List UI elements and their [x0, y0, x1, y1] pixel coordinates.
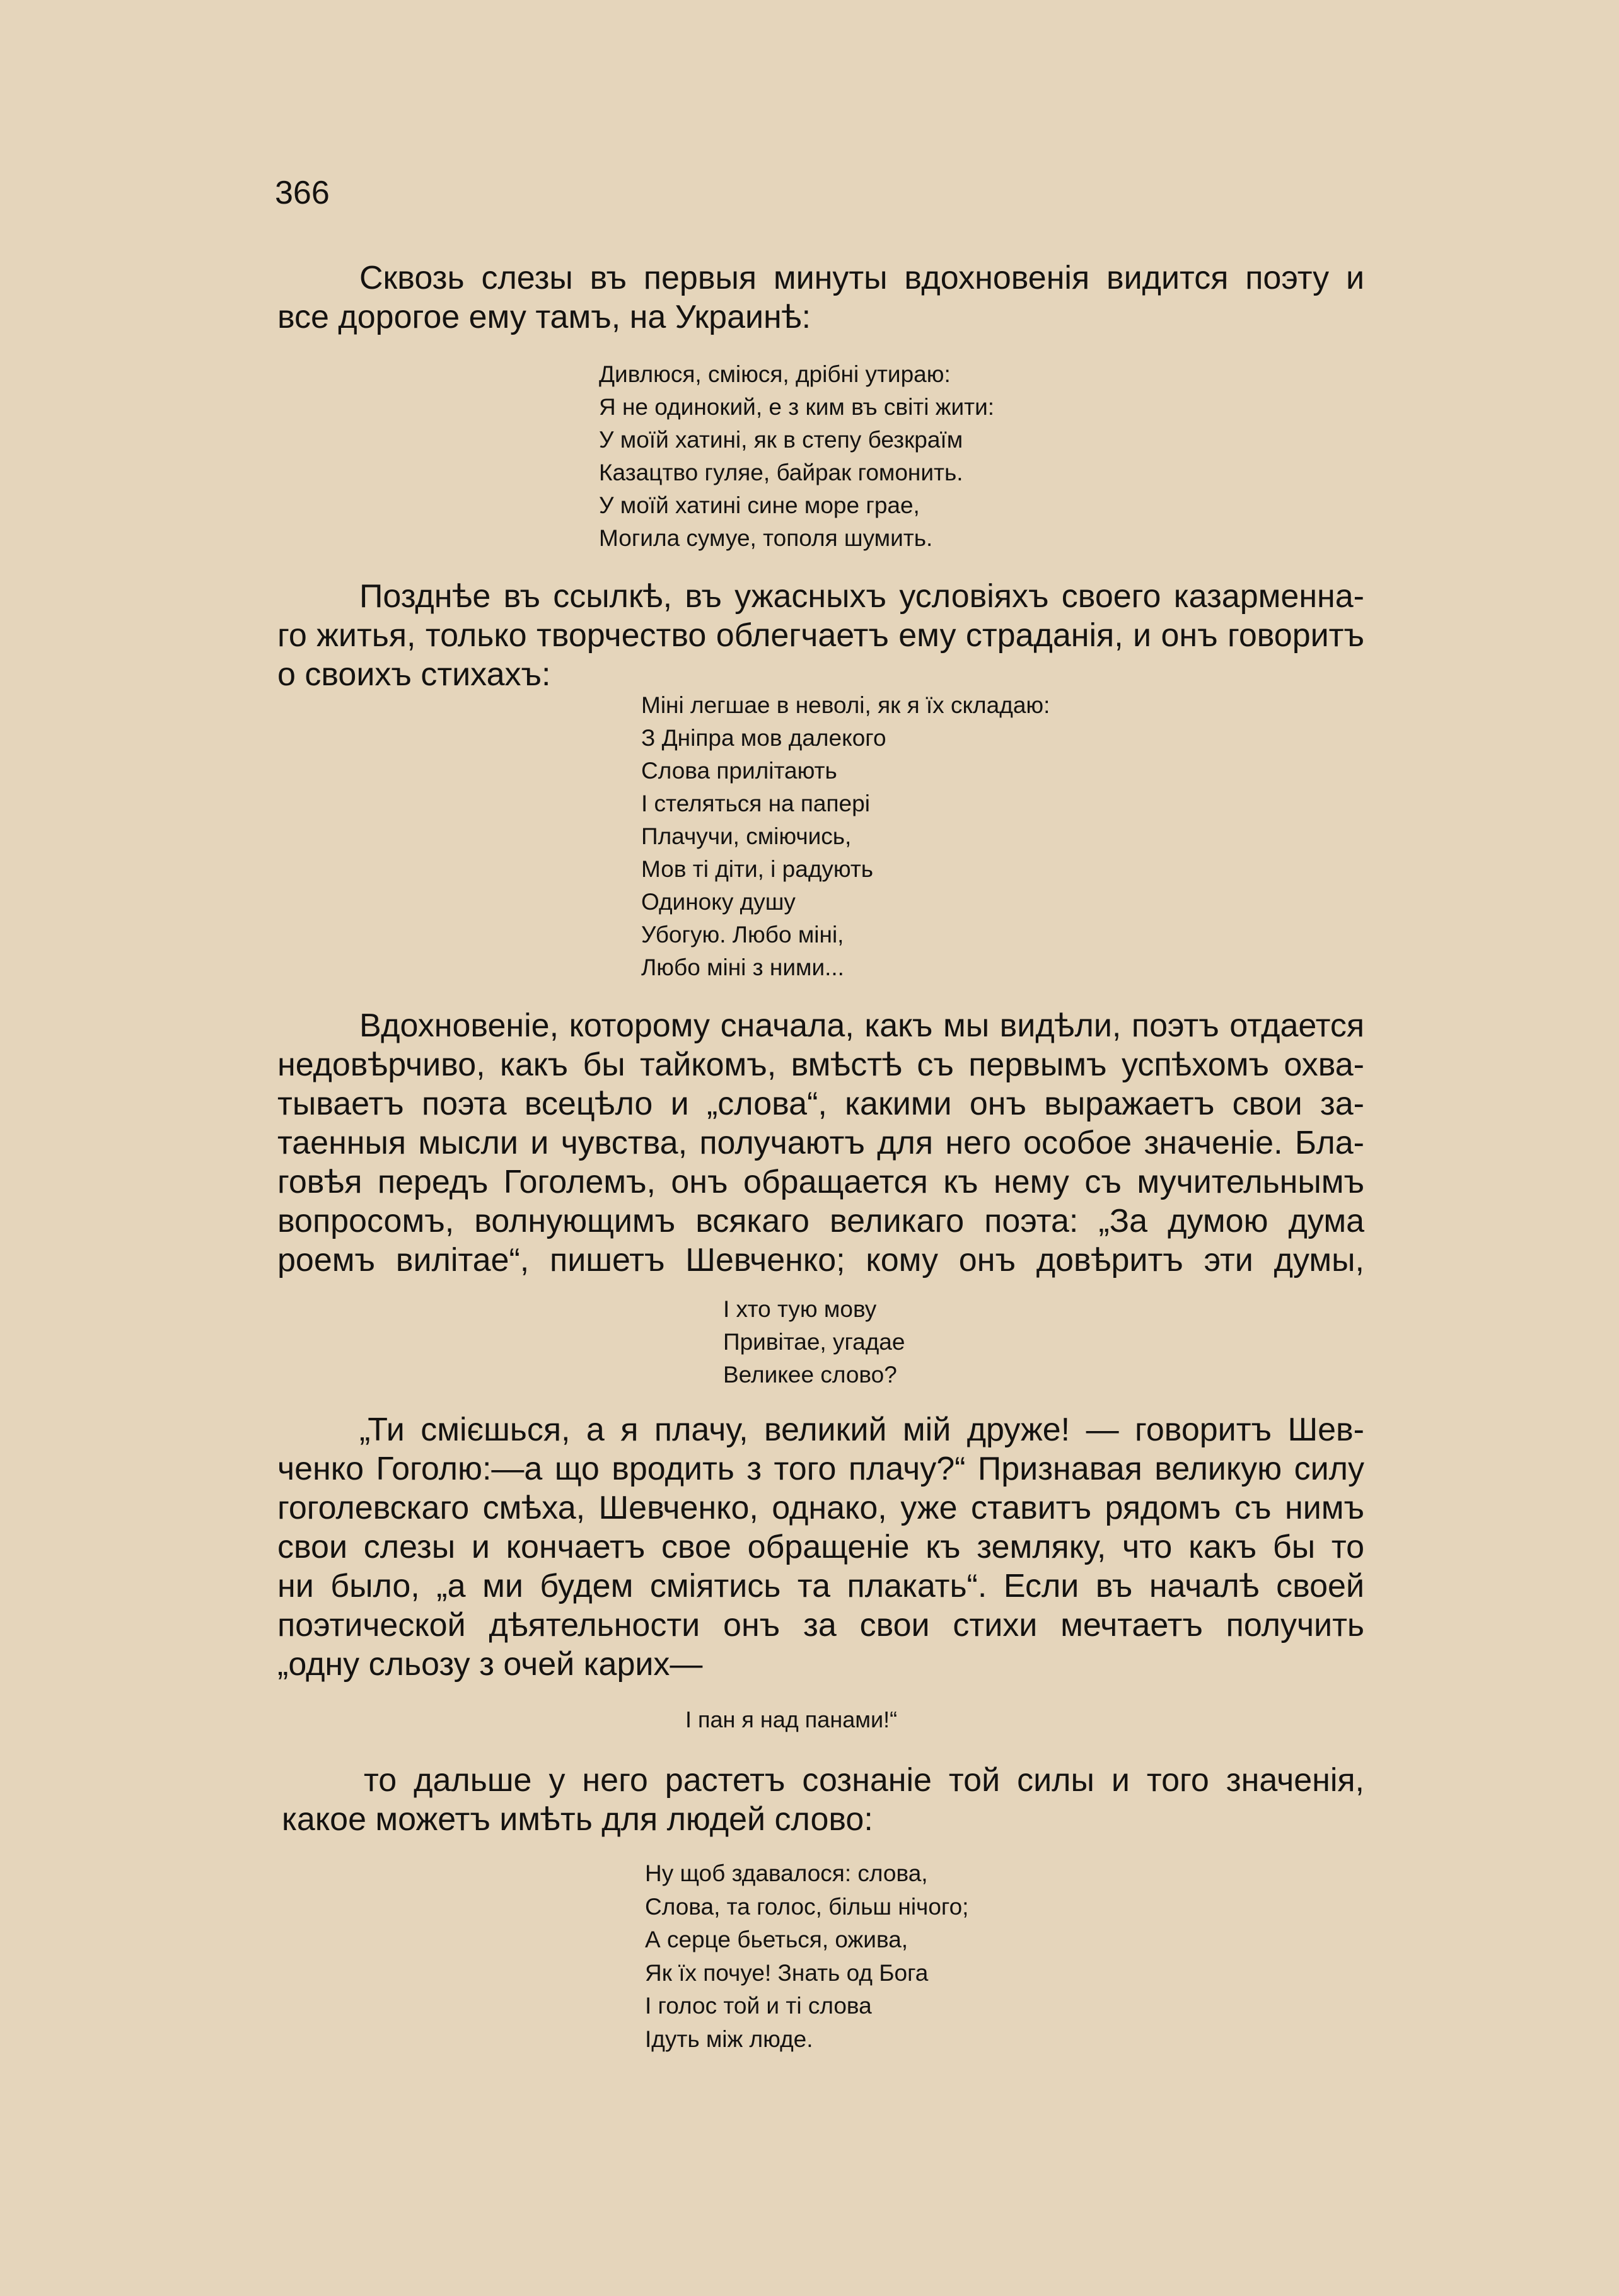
- page-number: 366: [275, 175, 330, 211]
- verse-line: І голос той и ті слова: [645, 1993, 872, 2019]
- verse-line: Любо міні з ними...: [641, 954, 844, 980]
- verse-line: У моїй хатині сине море грае,: [599, 492, 920, 518]
- verse-quote-1: [599, 358, 994, 555]
- paragraph-line: недовѣрчиво, какъ бы тайкомъ, вмѣстѣ съ первымъ успѣхомъ охва-: [277, 1047, 1364, 1083]
- verse-quote-3: [723, 1293, 905, 1391]
- verse-line: Слова, та голос, більш нічого;: [645, 1893, 969, 1920]
- verse-line: Убогую. Любо міні,: [641, 922, 844, 948]
- paragraph-line: Вдохновеніе, которому сначала, какъ мы видѣли, поэтъ отдается: [359, 1007, 1364, 1044]
- paragraph-line: свои слезы и кончаетъ свое обращеніе къ земляку, что какъ бы то: [277, 1529, 1364, 1565]
- verse-line: І стеляться на папері: [641, 791, 870, 816]
- paragraph-line: гоголевскаго смѣха, Шевченко, однако, уже ставитъ рядомъ съ нимъ: [277, 1490, 1364, 1526]
- paragraph-line: тываетъ поэта всецѣло и „слова“, какими онъ выражаетъ свои за-: [277, 1086, 1364, 1122]
- paragraph-2: [277, 577, 1364, 694]
- verse-line: Плачучи, сміючись,: [641, 823, 852, 849]
- verse-line: Казацтво гуляе, байрак гомонить.: [599, 460, 963, 485]
- verse-line: Привітае, угадае: [723, 1329, 905, 1355]
- paragraph-line: ни было, „а ми будем сміятись та плакать“. Если въ началѣ своей: [277, 1568, 1364, 1604]
- paragraph-line: Сквозь слезы въ первыя минуты вдохновенія видится поэту и: [359, 260, 1364, 296]
- paragraph-5: [282, 1761, 1364, 1839]
- verse-line: Дивлюся, сміюся, дрібні утираю:: [599, 361, 951, 387]
- verse-quote-2: [641, 689, 1050, 984]
- verse-line: Міні легшае в неволі, як я їх складаю:: [641, 692, 1050, 718]
- paragraph-line: о своихъ стихахъ:: [277, 656, 551, 693]
- verse-quote-4: [685, 1703, 897, 1736]
- paragraph-1: [277, 258, 1364, 337]
- verse-line: Ідуть між люде.: [645, 2026, 813, 2052]
- paragraph-line: поэтической дѣятельности онъ за свои стихи мечтаетъ получить: [277, 1607, 1364, 1644]
- verse-line: З Дніпра мов далекого: [641, 725, 886, 751]
- verse-line: Великее слово?: [723, 1362, 897, 1388]
- paragraph-line: Позднѣе въ ссылкѣ, въ ужасныхъ условіяхъ своего казарменна-: [359, 578, 1364, 615]
- paragraph-line: вопросомъ, волнующимъ всякаго великаго поэта: „За думою дума: [277, 1203, 1364, 1239]
- verse-line: Ну щоб здавалося: слова,: [645, 1860, 928, 1886]
- paragraph-line: таенныя мысли и чувства, получаютъ для него особое значеніе. Бла-: [277, 1125, 1364, 1161]
- paragraph-line: роемъ вилітае“, пишетъ Шевченко; кому онъ довѣритъ эти думы,: [277, 1242, 1364, 1278]
- verse-line: Могила сумуе, тополя шумить.: [599, 525, 933, 551]
- paragraph-4: [277, 1410, 1364, 1684]
- paragraph-line: говѣя передъ Гоголемъ, онъ обращается къ нему съ мучительнымъ: [277, 1164, 1364, 1200]
- verse-line: Слова прилітають: [641, 758, 837, 784]
- verse-line: Я не одинокий, е з ким въ світі жити:: [599, 394, 995, 420]
- paragraph-line: ченко Гоголю:—а що вродить з того плачу?“ Признавая великую силу: [277, 1451, 1364, 1487]
- paragraph-line: „Ти смієшься, а я плачу, великий мій друже! — говоритъ Шев-: [359, 1412, 1364, 1448]
- paragraph-line: все дорогое ему тамъ, на Украинѣ:: [277, 299, 811, 335]
- verse-line: І пан я над панами!“: [685, 1707, 898, 1732]
- verse-line: Одиноку душу: [641, 889, 796, 915]
- verse-line: Як їх почуе! Знать од Бога: [645, 1959, 929, 1986]
- paragraph-line: то дальше у него растетъ сознаніе той силы и того значенія,: [364, 1762, 1364, 1799]
- paragraph-3: [277, 1006, 1364, 1280]
- verse-line: Мов ті діти, і радують: [641, 856, 874, 882]
- paragraph-line: го житья, только творчество облегчаетъ ему страданія, и онъ говоритъ: [277, 617, 1364, 654]
- verse-line: У моїй хатині, як в степу безкраїм: [599, 427, 963, 453]
- verse-line: І хто тую мову: [723, 1296, 877, 1322]
- paragraph-line: „одну сльозу з очей карих—: [277, 1646, 703, 1683]
- verse-line: А серце бьеться, ожива,: [645, 1927, 908, 1952]
- paragraph-line: какое можетъ имѣть для людей слово:: [282, 1801, 873, 1838]
- verse-quote-5: [645, 1857, 968, 2056]
